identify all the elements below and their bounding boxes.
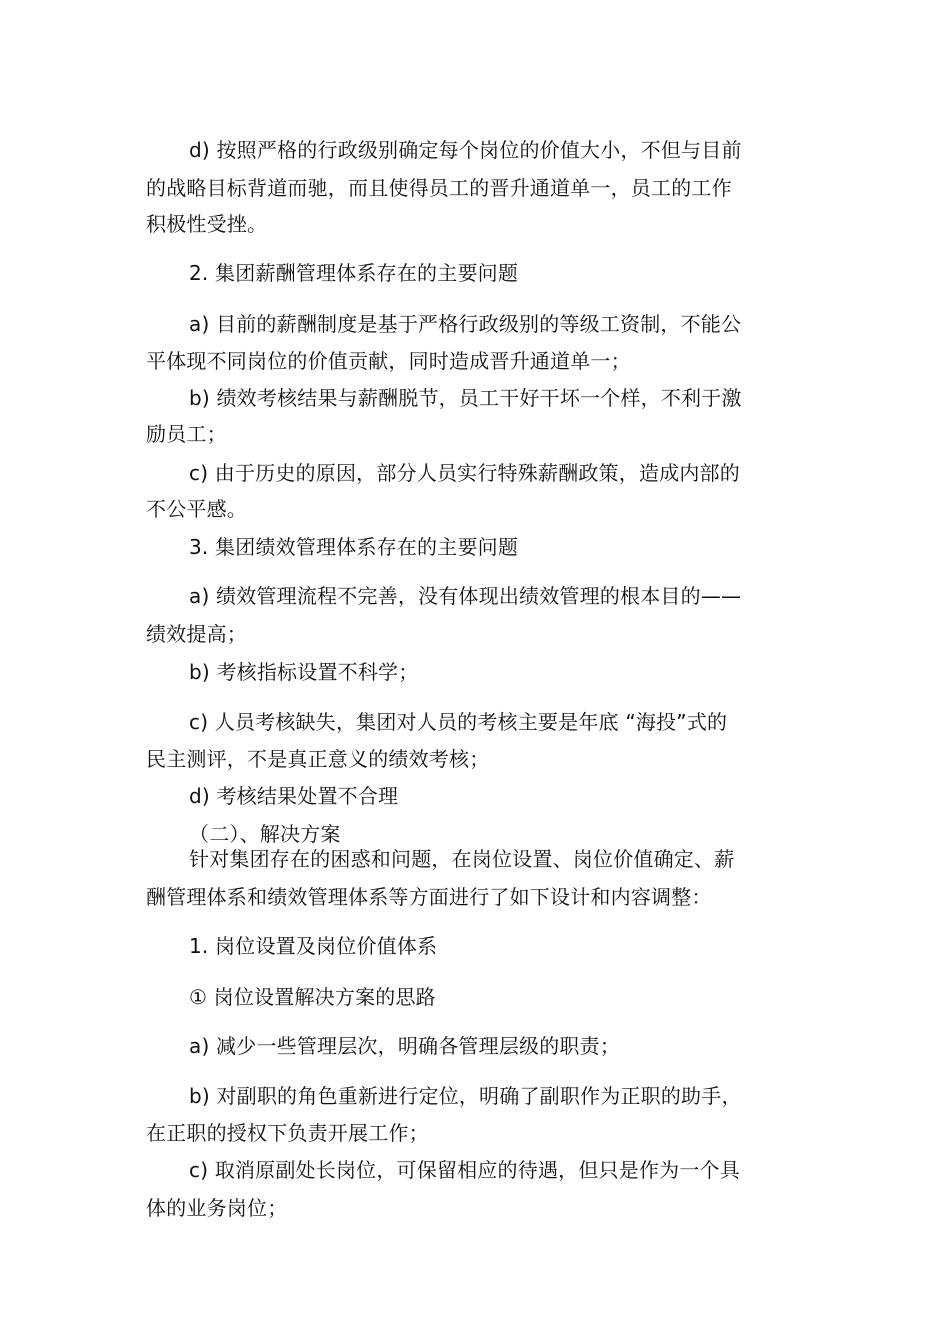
paragraph-d-line-1: d) 按照严格的行政级别确定每个岗位的价值大小，不但与目前 <box>189 138 742 162</box>
paragraph-d-line-2: 的战略目标背道而驰，而且使得员工的晋升通道单一，员工的工作 <box>146 176 732 200</box>
item-a2-line-1: a) 绩效管理流程不完善，没有体现出绩效管理的根本目的—— <box>189 584 742 608</box>
paragraph-d-line-3: 积极性受挫。 <box>146 212 268 236</box>
subheading-circled-1: ① 岗位设置解决方案的思路 <box>189 985 436 1009</box>
item-c3-line-2: 体的业务岗位； <box>146 1196 288 1220</box>
section-heading-3: 3. 集团绩效管理体系存在的主要问题 <box>189 535 519 559</box>
item-b-line-1: b) 绩效考核结果与薪酬脱节，员工干好干坏一个样，不利于激 <box>189 386 742 410</box>
section-heading-1: 1. 岗位设置及岗位价值体系 <box>189 934 438 958</box>
intro-line-2: 酬管理体系和绩效管理体系等方面进行了如下设计和内容调整： <box>146 885 712 909</box>
item-a3-line-1: a) 减少一些管理层次，明确各管理层级的职责； <box>189 1034 621 1058</box>
item-c2-line-1: c) 人员考核缺失，集团对人员的考核主要是年底 “海投”式的 <box>189 710 728 734</box>
item-b2-line-1: b) 考核指标设置不科学； <box>189 660 419 684</box>
item-a2-line-2: 绩效提高； <box>146 622 247 646</box>
item-a-line-2: 平体现不同岗位的价值贡献，同时造成晋升通道单一； <box>146 349 631 373</box>
item-c-line-2: 不公平感。 <box>146 497 247 521</box>
item-d2-line-1: d) 考核结果处置不合理 <box>189 784 399 808</box>
item-b-line-2: 励员工； <box>146 422 227 446</box>
subsection-heading-solution: （二）、解决方案 <box>189 822 341 846</box>
item-a-line-1: a) 目前的薪酬制度是基于严格行政级别的等级工资制，不能公 <box>189 312 742 336</box>
item-c3-line-1: c) 取消原副处长岗位，可保留相应的待遇，但只是作为一个具 <box>189 1158 740 1182</box>
item-b3-line-2: 在正职的授权下负责开展工作； <box>146 1121 429 1145</box>
section-heading-2: 2. 集团薪酬管理体系存在的主要问题 <box>189 261 519 285</box>
item-c2-line-2: 民主测评，不是真正意义的绩效考核； <box>146 747 490 771</box>
item-b3-line-1: b) 对副职的角色重新进行定位，明确了副职作为正职的助手， <box>189 1084 742 1108</box>
intro-line-1: 针对集团存在的困惑和问题，在岗位设置、岗位价值确定、薪 <box>189 847 735 871</box>
item-c-line-1: c) 由于历史的原因，部分人员实行特殊薪酬政策，造成内部的 <box>189 461 740 485</box>
